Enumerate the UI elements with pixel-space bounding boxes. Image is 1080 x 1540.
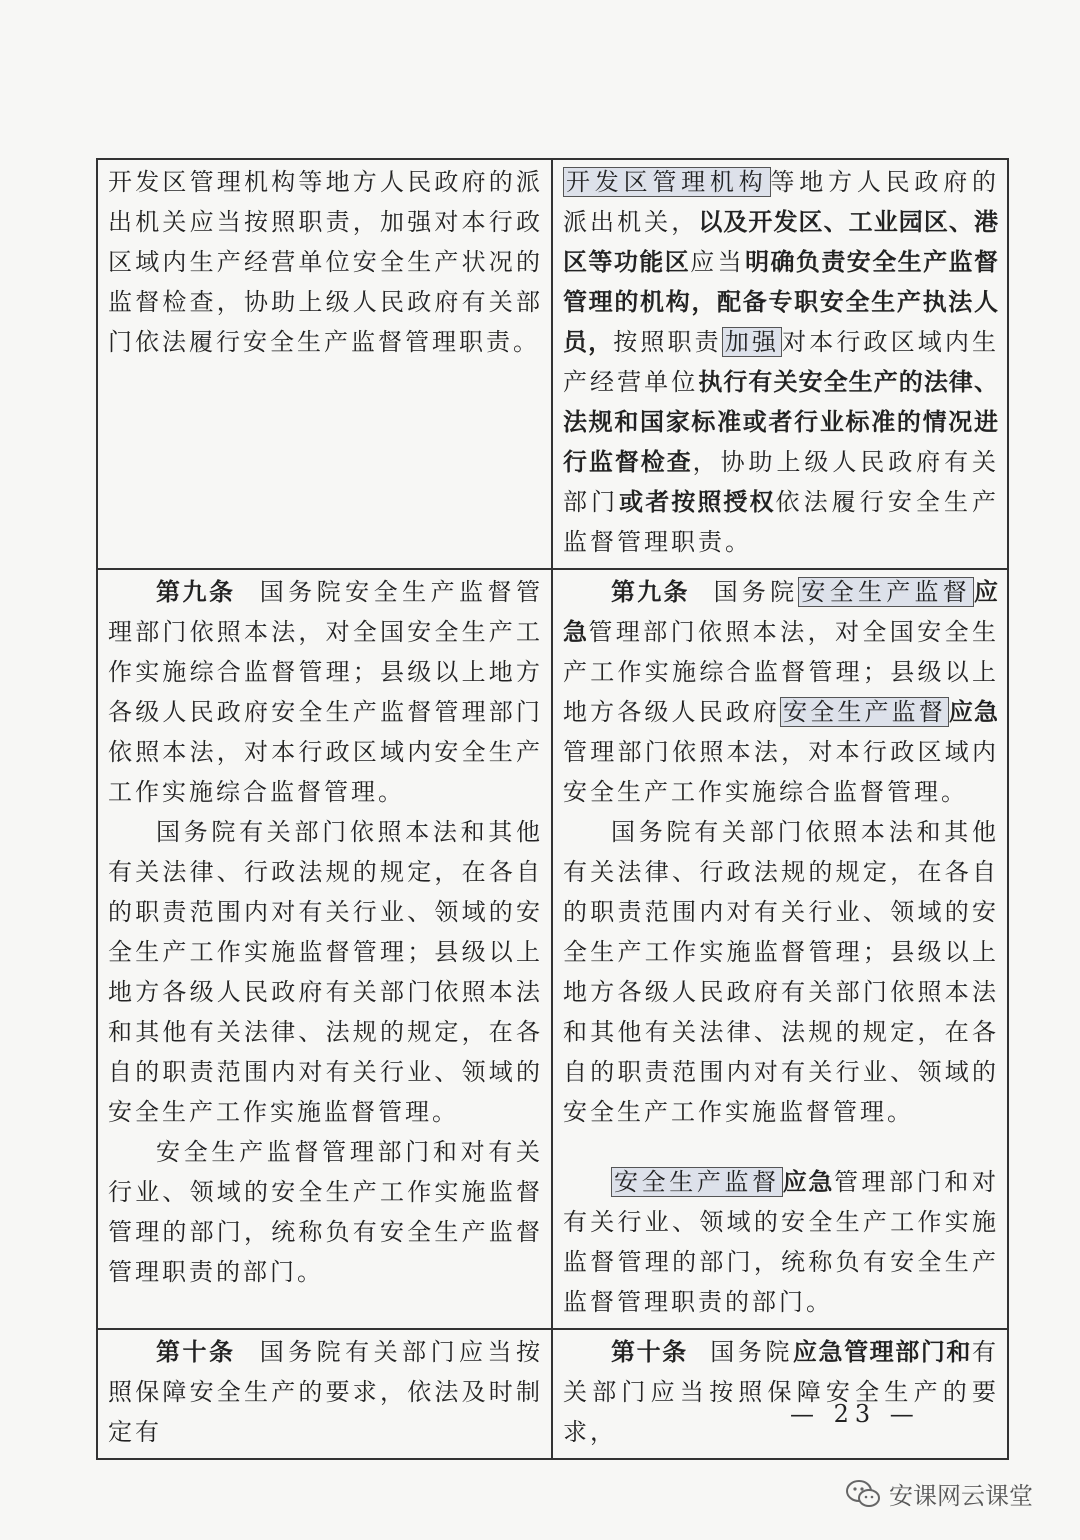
watermark — [845, 1476, 1033, 1511]
article-paragraph: 安全生产监督 应急管理部门和对有关行业、领域的安全生产工作实施监督管理的部门，统称负有安全生产监督管理职责的部门。 — [563, 1168, 1000, 1316]
spacer — [563, 1132, 999, 1162]
article-paragraph: 国务院有关部门依照本法和其他有关法律、行政法规的规定，在各自的职责范围内对有关行业、领域的安全生产工作实施监督管理；县级以上地方各级人民政府有关部门依照本法和其他有关法律、法规的规定，在各自的职责范围内对有关行业、领域的安全生产工作实施监督管理。 — [563, 818, 999, 1126]
deleted-highlight: 开发区管理机构 — [563, 167, 771, 197]
deleted-highlight: 加强 — [722, 327, 782, 357]
article-paragraph: 第九条 国务院安全生产监督管理部门依照本法，对全国安全生产工作实施综合监督管理；县级以上地方各级人民政府安全生产监督管理部门依照本法，对本行政区域内安全生产工作实施综合监督管理。 — [108, 578, 544, 806]
new-paragraph: 开发区管理机构 等地方人民政府的派出机关，以及开发区、工业园区、港区等功能区应当明确负责安全生产监督管理的机构，配备专职安全生产执法人员，按照职责 加强 对本行政区域内生产经营单位执行有关安全生产的法律、法规和国家标准或者行业标准的情况进行监督检查，协助上级人民政府有关部门或者按照授权依法履行安全生产监督管理职责。 — [563, 168, 1000, 556]
table-row — [97, 159, 1008, 569]
article-paragraph: 安全生产监督管理部门和对有关行业、领域的安全生产工作实施监督管理的部门，统称负有安全生产监督管理职责的部门。 — [108, 1138, 543, 1286]
page-number: — 23 — — [790, 1400, 920, 1428]
new-text-cell — [552, 159, 1008, 569]
article-paragraph: 第十条 国务院有关部门应当按照保障安全生产的要求，依法及时制定有 — [108, 1338, 544, 1446]
added-text: 明确负责安全生产监督管理的机构，配备专职安全生产执法人员， — [563, 248, 999, 356]
old-text-cell — [97, 1329, 552, 1459]
wechat-icon — [845, 1479, 881, 1509]
new-text-cell — [552, 569, 1008, 1329]
article-number: 第九条 — [611, 578, 690, 606]
table-row — [97, 569, 1008, 1329]
added-text: 执行有关安全生产的法律、法规和国家标准或者行业标准的情况进行监督检查 — [563, 368, 999, 476]
added-text: 或者按照授权 — [619, 488, 776, 516]
old-text-cell — [97, 569, 552, 1329]
old-paragraph: 开发区管理机构等地方人民政府的派出机关应当按照职责，加强对本行政区域内生产经营单位安全生产状况的监督检查，协助上级人民政府有关部门依法履行安全生产监督管理职责。 — [108, 168, 543, 356]
deleted-highlight: 安全生产监督 — [798, 577, 974, 607]
deleted-highlight: 安全生产监督 — [780, 697, 949, 727]
article-paragraph: 国务院有关部门依照本法和其他有关法律、行政法规的规定，在各自的职责范围内对有关行业、领域的安全生产工作实施监督管理；县级以上地方各级人民政府有关部门依照本法和其他有关法律、法规的规定，在各自的职责范围内对有关行业、领域的安全生产工作实施监督管理。 — [108, 818, 543, 1126]
old-text-cell — [97, 159, 552, 569]
deleted-highlight: 安全生产监督 — [611, 1167, 783, 1197]
added-text: 应急 — [948, 698, 1000, 726]
new-text-cell — [552, 1329, 1008, 1459]
table-row — [97, 1329, 1008, 1459]
article-paragraph: 第九条 国务院 安全生产监督 应急管理部门依照本法，对全国安全生产工作实施综合监督管理；县级以上地方各级人民政府 安全生产监督 应急管理部门依照本法，对本行政区域内安全生产工作实施综合监督管理。 — [563, 578, 1000, 806]
added-text: 应急管理部门和 — [792, 1338, 973, 1366]
article-paragraph: 第十条 国务院应急管理部门和有关部门应当按照保障安全生产的要求， — [563, 1338, 1000, 1446]
added-text: 应急 — [782, 1168, 834, 1196]
article-number: 第十条 — [156, 1338, 236, 1366]
article-number: 第十条 — [611, 1338, 688, 1366]
watermark-text: 安课网云课堂 — [889, 1482, 1033, 1510]
comparison-table — [96, 158, 1009, 1460]
added-text: 以及开发区、工业园区、港区等功能区 — [563, 208, 999, 276]
added-text: 应急 — [563, 578, 1000, 646]
article-number: 第九条 — [156, 578, 236, 606]
